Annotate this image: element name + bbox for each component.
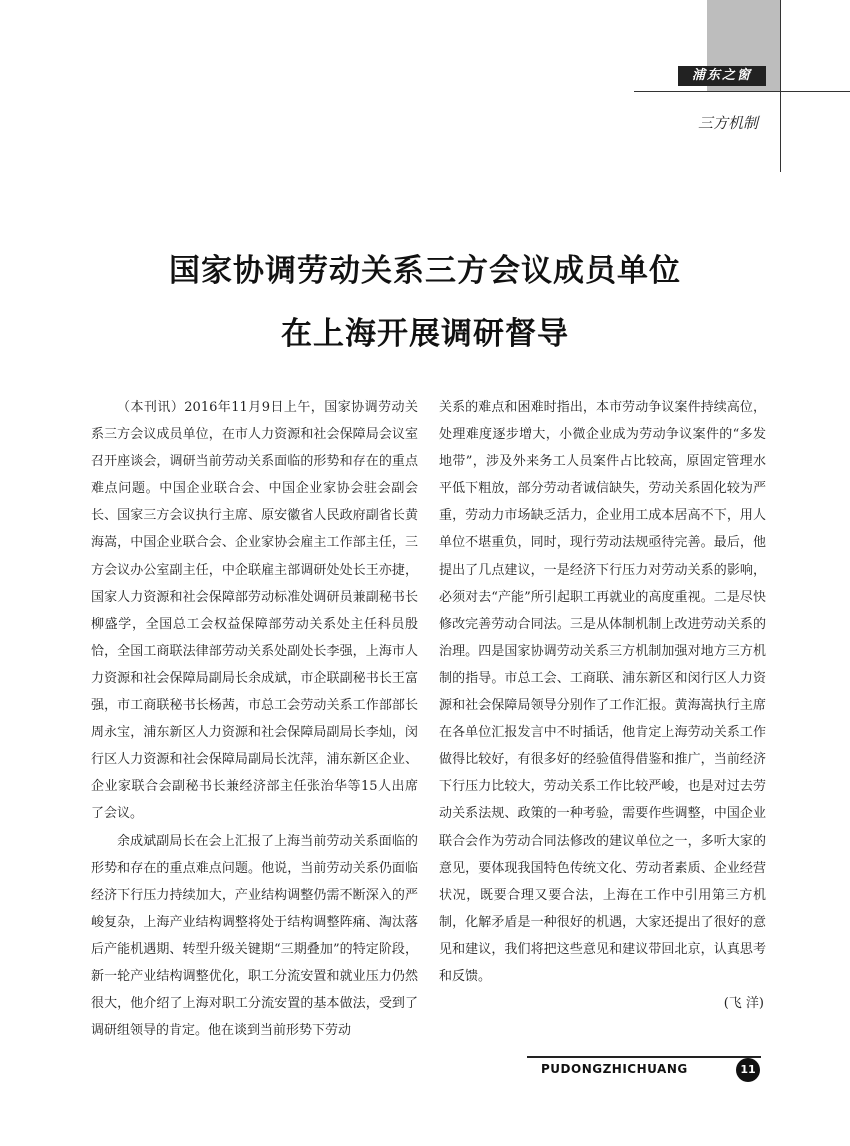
section-label: 三方机制	[697, 114, 758, 132]
page-number-badge: 11	[736, 1058, 760, 1082]
author-byline: (飞 洋)	[723, 996, 764, 1012]
article-column-right	[439, 394, 766, 1017]
article-paragraph: 余成斌副局长在会上汇报了上海当前劳动关系面临的形势和存在的重点难点问题。他说，当前劳动关系仍面临经济下行压力持续加大，产业结构调整仍需不断深入的严峻复杂，上海产业结构调整将处于结构调整阵痛、淘汰落后产能机遇期、转型升级关键期“三期叠加”的特定阶段，新一轮产业结构调整优化，职工分流安置和就业压力仍然很大，他介绍了上海对职工分流安置的基本做法，受到了调研组领导的肯定。他在谈到当前形势下劳动	[91, 833, 418, 1039]
article-column-left	[91, 394, 418, 1044]
footer-magazine-name: PUDONGZHICHUANG	[541, 1062, 688, 1076]
article-paragraph: （本刊讯）2016年11月9日上午，国家协调劳动关系三方会议成员单位，在市人力资源和社会保障局会议室召开座谈会，调研当前劳动关系面临的形势和存在的重点难点问题。中国企业联合会、中国企业家协会驻会副会长、国家三方会议执行主席、原安徽省人民政府副省长黄海嵩，中国企业联合会、企业家协会雇主工作部主任，三方会议办公室副主任，中企联雇主部调研处处长王亦捷，国家人力资源和社会保障部劳动标准处调研员兼副秘书长柳盛学，全国总工会权益保障部劳动关系处主任科员殷恰，全国工商联法律部劳动关系处副处长李强，上海市人力资源和社会保障局副局长余成斌，市企联副秘书长王富强，市工商联秘书长杨茜，市总工会劳动关系工作部部长周永宝，浦东新区人力资源和社会保障局副局长李灿，闵行区人力资源和社会保障局副局长沈萍，浦东新区企业、企业家联合会副秘书长兼经济部主任张治华等15人出席了会议。	[91, 400, 418, 822]
article-title-line-1: 国家协调劳动关系三方会议成员单位	[169, 253, 681, 289]
header-rule-horizontal	[634, 91, 850, 92]
footer-rule	[527, 1056, 761, 1058]
magazine-brand-label: 浦东之窗	[678, 66, 766, 86]
article-paragraph: 关系的难点和困难时指出，本市劳动争议案件持续高位，处理难度逐步增大，小微企业成为劳动争议案件的“多发地带”，涉及外来务工人员案件占比较高，原固定管理水平低下粗放，部分劳动者诚信缺失，劳动关系固化较为严重，劳动力市场缺乏活力，企业用工成本居高不下，用人单位不堪重负，同时，现行劳动法规亟待完善。最后，他提出了几点建议，一是经济下行压力对劳动关系的影响，必须对去“产能”所引起职工再就业的高度重视。二是尽快修改完善劳动合同法。三是从体制机制上改进劳动关系的治理。四是国家协调劳动关系三方机制加强对地方三方机制的指导。市总工会、工商联、浦东新区和闵行区人力资源和社会保障局领导分别作了工作汇报。黄海嵩执行主席在各单位汇报发言中不时插话，他肯定上海劳动关系工作做得比较好，有很多好的经验值得借鉴和推广，当前经济下行压力比较大，劳动关系工作比较严峻，也是对过去劳动关系法规、政策的一种考验，需要作些调整，中国企业联合会作为劳动合同法修改的建议单位之一，多听大家的意见，要体现我国特色传统文化、劳动者素质、企业经营状况，既要合理又要合法，上海在工作中引用第三方机制，化解矛盾是一种很好的机遇，大家还提出了很好的意见和建议，我们将把这些意见和建议带回北京，认真思考和反馈。	[439, 400, 766, 984]
header-rule-vertical	[780, 0, 781, 172]
article-title-line-2: 在上海开展调研督导	[281, 316, 569, 352]
